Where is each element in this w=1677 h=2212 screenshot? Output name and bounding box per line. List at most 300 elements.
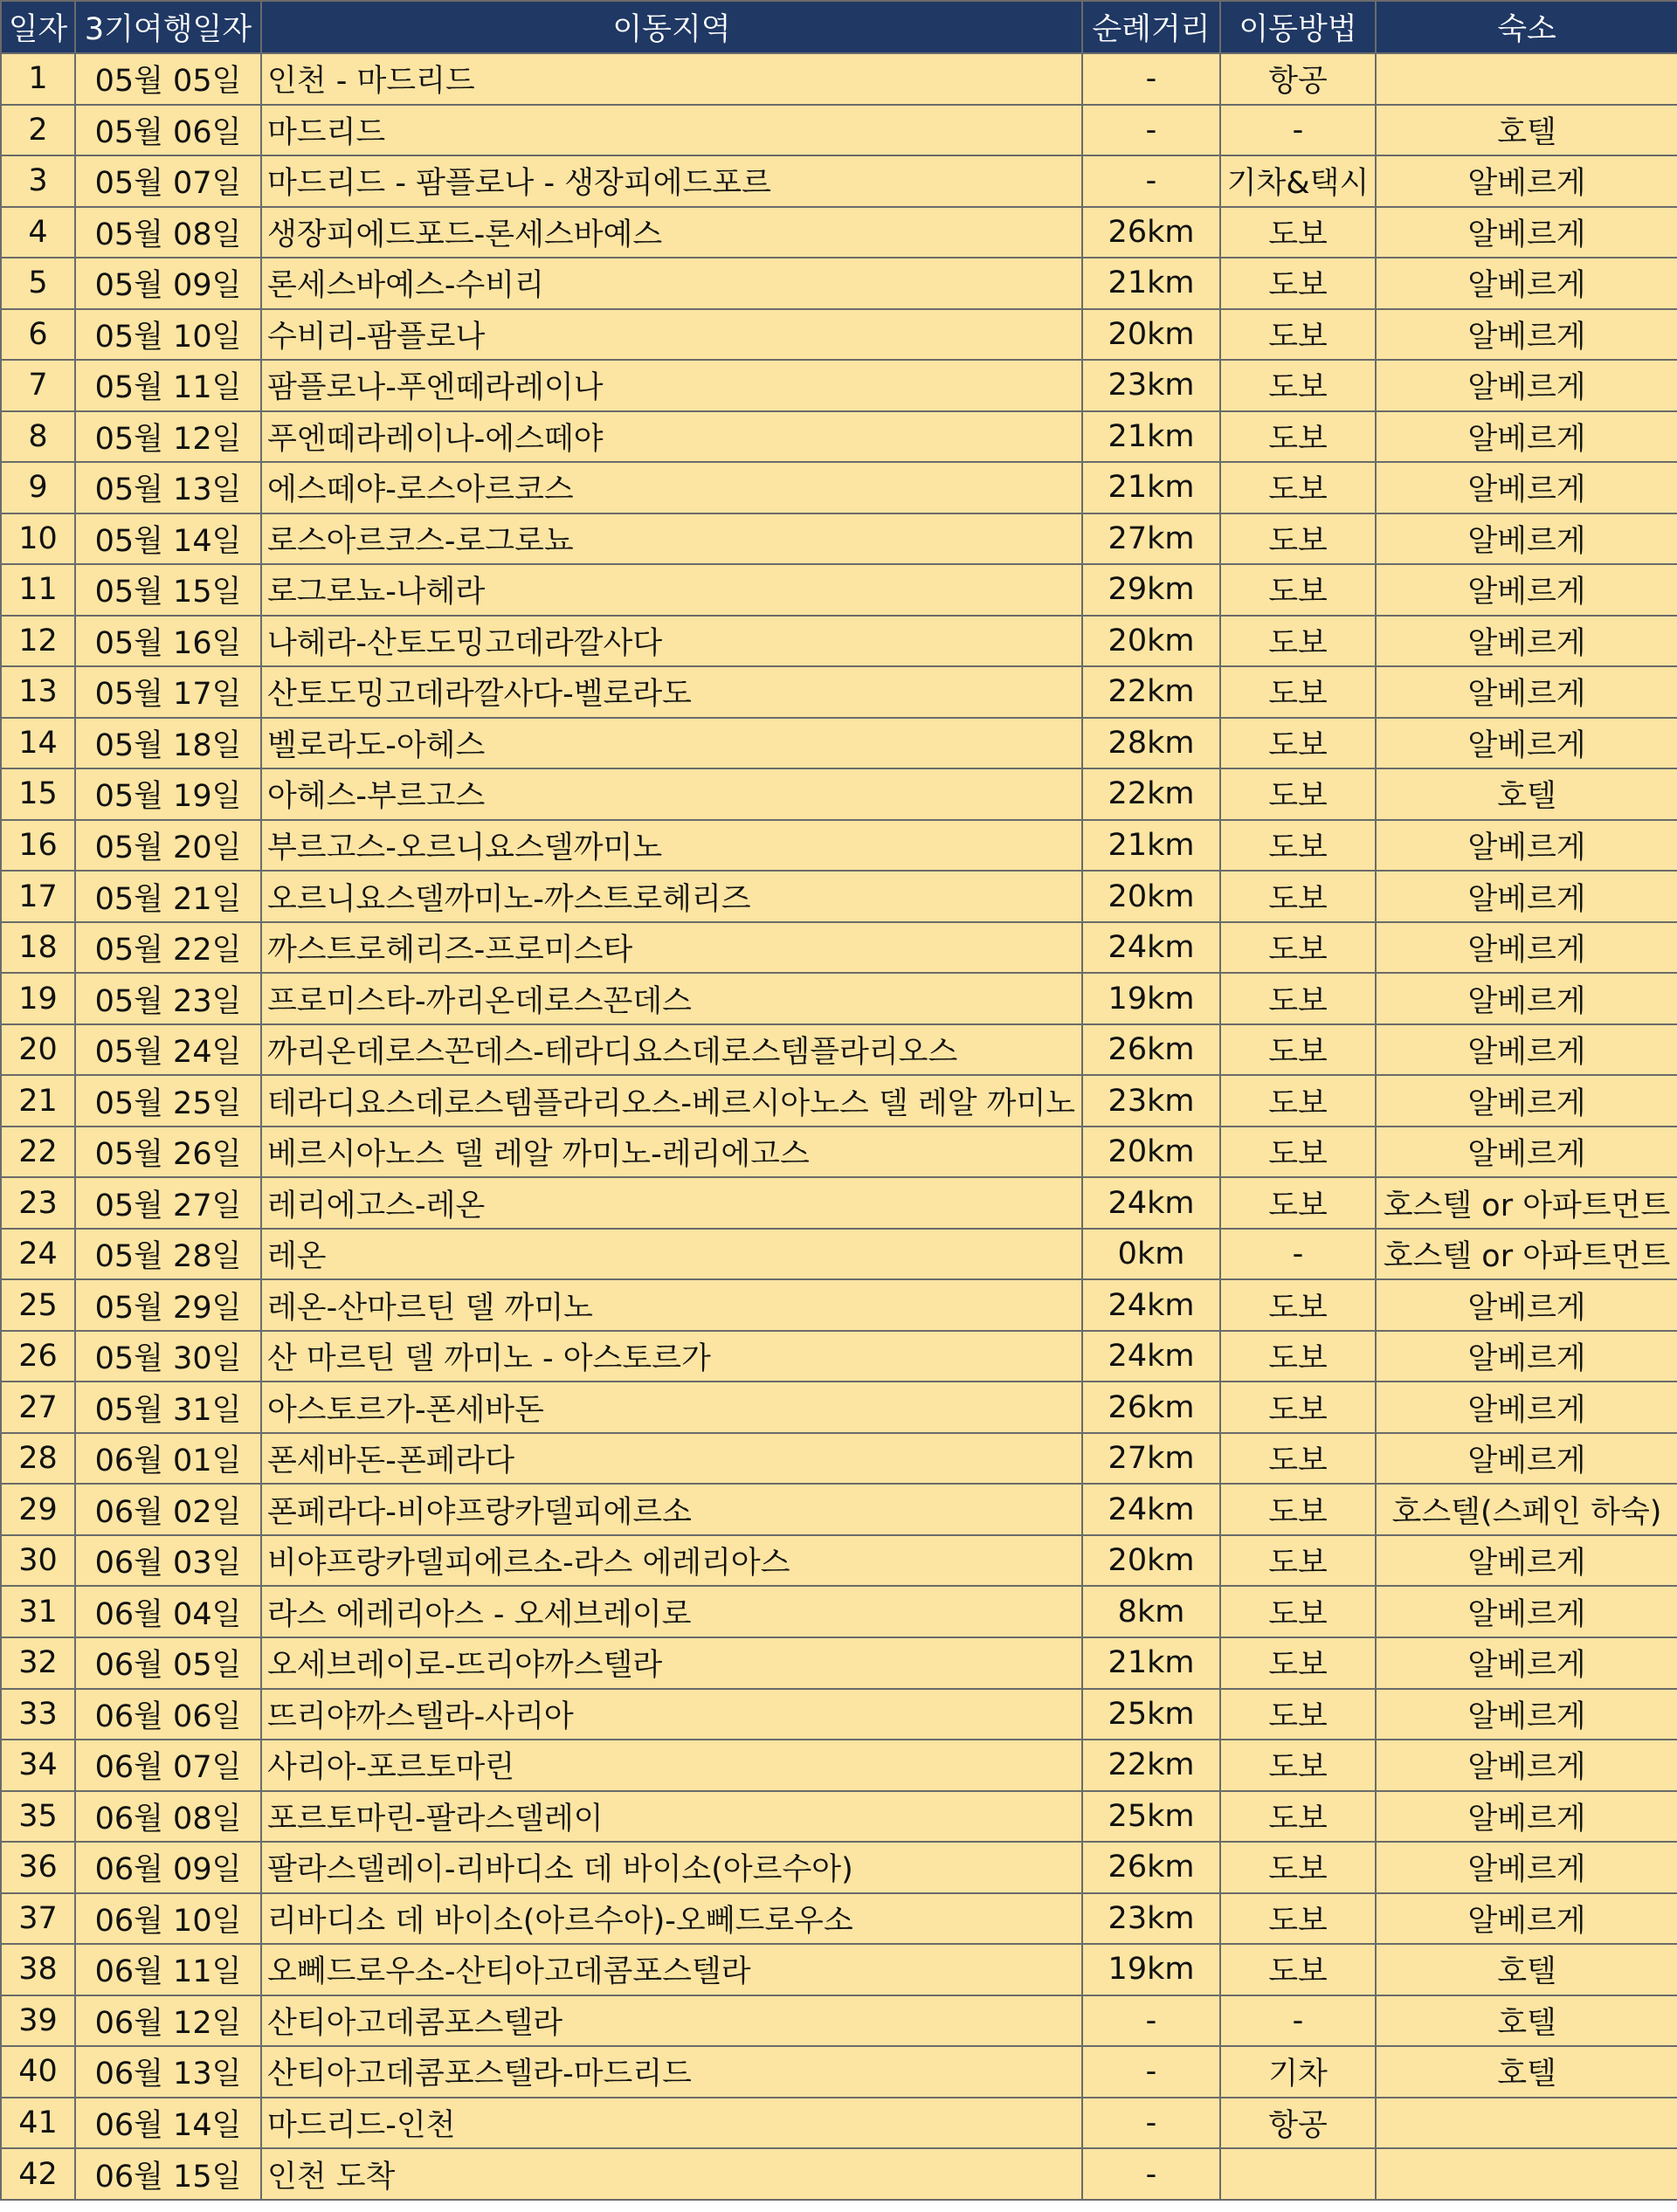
- day-cell: 33: [1, 1689, 75, 1740]
- lodging-cell: [1376, 2098, 1677, 2149]
- route-cell: 오세브레이로-뜨리야까스텔라: [261, 1637, 1082, 1689]
- distance-cell: 24km: [1082, 1331, 1220, 1382]
- lodging-cell: 알베르게: [1376, 309, 1677, 361]
- route-cell: 까스트로헤리즈-프로미스타: [261, 922, 1082, 974]
- date-cell: 06월 11일: [75, 1944, 261, 1995]
- distance-cell: 25km: [1082, 1791, 1220, 1843]
- route-cell: 마드리드-인천: [261, 2098, 1082, 2149]
- table-row: [1, 616, 1677, 667]
- table-row: [1, 2148, 1677, 2200]
- transport-cell: 도보: [1220, 1535, 1376, 1587]
- day-cell: 25: [1, 1279, 75, 1331]
- route-cell: 나헤라-산토도밍고데라깔사다: [261, 616, 1082, 667]
- header-route: 이동지역: [261, 1, 1082, 53]
- transport-cell: 도보: [1220, 768, 1376, 820]
- date-cell: 05월 09일: [75, 258, 261, 309]
- route-cell: 마드리드: [261, 105, 1082, 156]
- table-row: [1, 2046, 1677, 2098]
- lodging-cell: 알베르게: [1376, 462, 1677, 513]
- lodging-cell: 알베르게: [1376, 1586, 1677, 1637]
- day-cell: 11: [1, 564, 75, 616]
- date-cell: 05월 06일: [75, 105, 261, 156]
- route-cell: 레온: [261, 1229, 1082, 1280]
- lodging-cell: 알베르게: [1376, 871, 1677, 922]
- day-cell: 3: [1, 155, 75, 207]
- date-cell: 05월 29일: [75, 1279, 261, 1331]
- distance-cell: 24km: [1082, 1279, 1220, 1331]
- lodging-cell: 알베르게: [1376, 1893, 1677, 1945]
- date-cell: 06월 02일: [75, 1484, 261, 1535]
- lodging-cell: 알베르게: [1376, 718, 1677, 769]
- lodging-cell: [1376, 53, 1677, 105]
- route-cell: 비야프랑카델피에르소-라스 에레리아스: [261, 1535, 1082, 1587]
- day-cell: 28: [1, 1433, 75, 1485]
- distance-cell: 28km: [1082, 718, 1220, 769]
- header-day: 일자: [1, 1, 75, 53]
- distance-cell: 20km: [1082, 871, 1220, 922]
- lodging-cell: 알베르게: [1376, 1535, 1677, 1587]
- distance-cell: 20km: [1082, 309, 1220, 361]
- table-row: [1, 1586, 1677, 1637]
- lodging-cell: 호스텔 or 아파트먼트: [1376, 1177, 1677, 1229]
- header-travel-date: 3기여행일자: [75, 1, 261, 53]
- route-cell: 푸엔떼라레이나-에스떼야: [261, 411, 1082, 463]
- transport-cell: 도보: [1220, 411, 1376, 463]
- route-cell: 인천 도착: [261, 2148, 1082, 2200]
- transport-cell: 도보: [1220, 1689, 1376, 1740]
- table-row: [1, 1484, 1677, 1535]
- route-cell: 수비리-팜플로나: [261, 309, 1082, 361]
- route-cell: 폰페라다-비야프랑카델피에르소: [261, 1484, 1082, 1535]
- table-row: [1, 309, 1677, 361]
- transport-cell: 도보: [1220, 462, 1376, 513]
- route-cell: 라스 에레리아스 - 오세브레이로: [261, 1586, 1082, 1637]
- table-row: [1, 1740, 1677, 1791]
- lodging-cell: 알베르게: [1376, 922, 1677, 974]
- distance-cell: 21km: [1082, 258, 1220, 309]
- lodging-cell: [1376, 2148, 1677, 2200]
- day-cell: 27: [1, 1382, 75, 1433]
- date-cell: 06월 03일: [75, 1535, 261, 1587]
- distance-cell: 25km: [1082, 1689, 1220, 1740]
- day-cell: 39: [1, 1995, 75, 2047]
- day-cell: 32: [1, 1637, 75, 1689]
- transport-cell: 도보: [1220, 973, 1376, 1024]
- route-cell: 에스떼야-로스아르코스: [261, 462, 1082, 513]
- table-row: [1, 155, 1677, 207]
- date-cell: 05월 20일: [75, 820, 261, 872]
- date-cell: 05월 12일: [75, 411, 261, 463]
- date-cell: 05월 16일: [75, 616, 261, 667]
- transport-cell: 도보: [1220, 1791, 1376, 1843]
- date-cell: 05월 19일: [75, 768, 261, 820]
- date-cell: 06월 01일: [75, 1433, 261, 1485]
- lodging-cell: 알베르게: [1376, 564, 1677, 616]
- date-cell: 05월 26일: [75, 1127, 261, 1178]
- route-cell: 까리온데로스꼰데스-테라디요스데로스템플라리오스: [261, 1024, 1082, 1076]
- distance-cell: 22km: [1082, 666, 1220, 718]
- day-cell: 10: [1, 513, 75, 565]
- route-cell: 산티아고데콤포스텔라-마드리드: [261, 2046, 1082, 2098]
- lodging-cell: 호스텔 or 아파트먼트: [1376, 1229, 1677, 1280]
- transport-cell: 도보: [1220, 360, 1376, 411]
- table-row: [1, 718, 1677, 769]
- header-distance: 순례거리: [1082, 1, 1220, 53]
- table-row: [1, 1842, 1677, 1893]
- table-row: [1, 1535, 1677, 1587]
- distance-cell: 20km: [1082, 1127, 1220, 1178]
- date-cell: 05월 08일: [75, 207, 261, 258]
- lodging-cell: 알베르게: [1376, 820, 1677, 872]
- route-cell: 인천 - 마드리드: [261, 53, 1082, 105]
- lodging-cell: 알베르게: [1376, 1279, 1677, 1331]
- day-cell: 36: [1, 1842, 75, 1893]
- date-cell: 05월 07일: [75, 155, 261, 207]
- lodging-cell: 알베르게: [1376, 973, 1677, 1024]
- date-cell: 05월 14일: [75, 513, 261, 565]
- day-cell: 16: [1, 820, 75, 872]
- lodging-cell: 알베르게: [1376, 1433, 1677, 1485]
- distance-cell: 24km: [1082, 922, 1220, 974]
- day-cell: 8: [1, 411, 75, 463]
- transport-cell: 도보: [1220, 1484, 1376, 1535]
- distance-cell: -: [1082, 1995, 1220, 2047]
- route-cell: 부르고스-오르니요스델까미노: [261, 820, 1082, 872]
- transport-cell: 기차&택시: [1220, 155, 1376, 207]
- table-row: [1, 1944, 1677, 1995]
- route-cell: 로그로뇨-나헤라: [261, 564, 1082, 616]
- lodging-cell: 알베르게: [1376, 1382, 1677, 1433]
- table-row: [1, 2098, 1677, 2149]
- distance-cell: -: [1082, 155, 1220, 207]
- table-row: [1, 207, 1677, 258]
- date-cell: 05월 21일: [75, 871, 261, 922]
- day-cell: 35: [1, 1791, 75, 1843]
- distance-cell: 21km: [1082, 820, 1220, 872]
- date-cell: 05월 11일: [75, 360, 261, 411]
- date-cell: 06월 06일: [75, 1689, 261, 1740]
- route-cell: 레온-산마르틴 델 까미노: [261, 1279, 1082, 1331]
- day-cell: 31: [1, 1586, 75, 1637]
- distance-cell: 20km: [1082, 616, 1220, 667]
- date-cell: 05월 27일: [75, 1177, 261, 1229]
- transport-cell: 도보: [1220, 1842, 1376, 1893]
- date-cell: 06월 05일: [75, 1637, 261, 1689]
- transport-cell: 도보: [1220, 1177, 1376, 1229]
- transport-cell: 도보: [1220, 1075, 1376, 1127]
- transport-cell: 도보: [1220, 1586, 1376, 1637]
- distance-cell: -: [1082, 2046, 1220, 2098]
- day-cell: 20: [1, 1024, 75, 1076]
- day-cell: 7: [1, 360, 75, 411]
- lodging-cell: 알베르게: [1376, 155, 1677, 207]
- header-row: [1, 1, 1677, 53]
- lodging-cell: 호텔: [1376, 1944, 1677, 1995]
- date-cell: 06월 08일: [75, 1791, 261, 1843]
- table-row: [1, 1637, 1677, 1689]
- table-row: [1, 1024, 1677, 1076]
- distance-cell: 0km: [1082, 1229, 1220, 1280]
- day-cell: 1: [1, 53, 75, 105]
- lodging-cell: 알베르게: [1376, 1331, 1677, 1382]
- route-cell: 뜨리야까스텔라-사리아: [261, 1689, 1082, 1740]
- table-row: [1, 768, 1677, 820]
- route-cell: 산티아고데콤포스텔라: [261, 1995, 1082, 2047]
- day-cell: 34: [1, 1740, 75, 1791]
- transport-cell: 도보: [1220, 871, 1376, 922]
- lodging-cell: 알베르게: [1376, 1637, 1677, 1689]
- day-cell: 40: [1, 2046, 75, 2098]
- day-cell: 14: [1, 718, 75, 769]
- table-row: [1, 1689, 1677, 1740]
- route-cell: 생장피에드포드-론세스바예스: [261, 207, 1082, 258]
- distance-cell: 23km: [1082, 1075, 1220, 1127]
- day-cell: 37: [1, 1893, 75, 1945]
- lodging-cell: 알베르게: [1376, 1740, 1677, 1791]
- route-cell: 사리아-포르토마린: [261, 1740, 1082, 1791]
- route-cell: 아헤스-부르고스: [261, 768, 1082, 820]
- lodging-cell: 알베르게: [1376, 207, 1677, 258]
- distance-cell: 21km: [1082, 462, 1220, 513]
- table-row: [1, 564, 1677, 616]
- table-row: [1, 1177, 1677, 1229]
- lodging-cell: 알베르게: [1376, 1842, 1677, 1893]
- route-cell: 벨로라도-아헤스: [261, 718, 1082, 769]
- route-cell: 테라디요스데로스템플라리오스-베르시아노스 델 레알 까미노: [261, 1075, 1082, 1127]
- table-row: [1, 1995, 1677, 2047]
- table-row: [1, 1382, 1677, 1433]
- lodging-cell: 호텔: [1376, 2046, 1677, 2098]
- route-cell: 프로미스타-까리온데로스꼰데스: [261, 973, 1082, 1024]
- transport-cell: 도보: [1220, 309, 1376, 361]
- lodging-cell: 호텔: [1376, 105, 1677, 156]
- day-cell: 18: [1, 922, 75, 974]
- distance-cell: 26km: [1082, 207, 1220, 258]
- transport-cell: 항공: [1220, 53, 1376, 105]
- table-row: [1, 1791, 1677, 1843]
- table-row: [1, 666, 1677, 718]
- day-cell: 9: [1, 462, 75, 513]
- distance-cell: 26km: [1082, 1024, 1220, 1076]
- day-cell: 13: [1, 666, 75, 718]
- distance-cell: 22km: [1082, 1740, 1220, 1791]
- date-cell: 05월 10일: [75, 309, 261, 361]
- date-cell: 06월 12일: [75, 1995, 261, 2047]
- date-cell: 06월 09일: [75, 1842, 261, 1893]
- transport-cell: 도보: [1220, 718, 1376, 769]
- day-cell: 42: [1, 2148, 75, 2200]
- day-cell: 23: [1, 1177, 75, 1229]
- distance-cell: -: [1082, 2148, 1220, 2200]
- table-row: [1, 360, 1677, 411]
- lodging-cell: 알베르게: [1376, 1791, 1677, 1843]
- table-row: [1, 462, 1677, 513]
- table-row: [1, 871, 1677, 922]
- table-row: [1, 820, 1677, 872]
- day-cell: 26: [1, 1331, 75, 1382]
- date-cell: 05월 30일: [75, 1331, 261, 1382]
- distance-cell: 26km: [1082, 1382, 1220, 1433]
- day-cell: 21: [1, 1075, 75, 1127]
- table-row: [1, 922, 1677, 974]
- distance-cell: 23km: [1082, 360, 1220, 411]
- table-row: [1, 1893, 1677, 1945]
- route-cell: 포르토마린-팔라스델레이: [261, 1791, 1082, 1843]
- route-cell: 오뻬드로우소-산티아고데콤포스텔라: [261, 1944, 1082, 1995]
- distance-cell: 8km: [1082, 1586, 1220, 1637]
- table-row: [1, 1075, 1677, 1127]
- lodging-cell: 알베르게: [1376, 1075, 1677, 1127]
- distance-cell: 19km: [1082, 973, 1220, 1024]
- distance-cell: 20km: [1082, 1535, 1220, 1587]
- lodging-cell: 알베르게: [1376, 666, 1677, 718]
- day-cell: 15: [1, 768, 75, 820]
- route-cell: 마드리드 - 팜플로나 - 생장피에드포르: [261, 155, 1082, 207]
- transport-cell: 도보: [1220, 820, 1376, 872]
- transport-cell: 도보: [1220, 666, 1376, 718]
- lodging-cell: 알베르게: [1376, 1024, 1677, 1076]
- lodging-cell: 호스텔(스페인 하숙): [1376, 1484, 1677, 1535]
- table-row: [1, 53, 1677, 105]
- day-cell: 2: [1, 105, 75, 156]
- day-cell: 12: [1, 616, 75, 667]
- transport-cell: 도보: [1220, 1127, 1376, 1178]
- transport-cell: 도보: [1220, 1331, 1376, 1382]
- distance-cell: 21km: [1082, 411, 1220, 463]
- date-cell: 05월 28일: [75, 1229, 261, 1280]
- transport-cell: 도보: [1220, 258, 1376, 309]
- day-cell: 30: [1, 1535, 75, 1587]
- table-row: [1, 1433, 1677, 1485]
- distance-cell: 24km: [1082, 1177, 1220, 1229]
- transport-cell: 도보: [1220, 1893, 1376, 1945]
- date-cell: 05월 31일: [75, 1382, 261, 1433]
- table-row: [1, 513, 1677, 565]
- transport-cell: 항공: [1220, 2098, 1376, 2149]
- date-cell: 06월 15일: [75, 2148, 261, 2200]
- route-cell: 론세스바예스-수비리: [261, 258, 1082, 309]
- route-cell: 산 마르틴 델 까미노 - 아스토르가: [261, 1331, 1082, 1382]
- day-cell: 19: [1, 973, 75, 1024]
- route-cell: 산토도밍고데라깔사다-벨로라도: [261, 666, 1082, 718]
- route-cell: 아스토르가-폰세바돈: [261, 1382, 1082, 1433]
- day-cell: 4: [1, 207, 75, 258]
- date-cell: 05월 24일: [75, 1024, 261, 1076]
- date-cell: 05월 17일: [75, 666, 261, 718]
- date-cell: 05월 18일: [75, 718, 261, 769]
- date-cell: 05월 15일: [75, 564, 261, 616]
- distance-cell: -: [1082, 53, 1220, 105]
- table-row: [1, 1127, 1677, 1178]
- lodging-cell: 호텔: [1376, 1995, 1677, 2047]
- transport-cell: -: [1220, 105, 1376, 156]
- table-row: [1, 1331, 1677, 1382]
- day-cell: 29: [1, 1484, 75, 1535]
- day-cell: 38: [1, 1944, 75, 1995]
- day-cell: 24: [1, 1229, 75, 1280]
- header-transport: 이동방법: [1220, 1, 1376, 53]
- date-cell: 06월 04일: [75, 1586, 261, 1637]
- lodging-cell: 알베르게: [1376, 360, 1677, 411]
- day-cell: 5: [1, 258, 75, 309]
- lodging-cell: 알베르게: [1376, 616, 1677, 667]
- route-cell: 폰세바돈-폰페라다: [261, 1433, 1082, 1485]
- route-cell: 팔라스델레이-리바디소 데 바이소(아르수아): [261, 1842, 1082, 1893]
- route-cell: 리바디소 데 바이소(아르수아)-오뻬드로우소: [261, 1893, 1082, 1945]
- lodging-cell: 호텔: [1376, 768, 1677, 820]
- lodging-cell: 알베르게: [1376, 513, 1677, 565]
- day-cell: 6: [1, 309, 75, 361]
- lodging-cell: 알베르게: [1376, 411, 1677, 463]
- transport-cell: [1220, 2148, 1376, 2200]
- transport-cell: 도보: [1220, 1944, 1376, 1995]
- transport-cell: 도보: [1220, 513, 1376, 565]
- distance-cell: 26km: [1082, 1842, 1220, 1893]
- transport-cell: 기차: [1220, 2046, 1376, 2098]
- transport-cell: 도보: [1220, 922, 1376, 974]
- transport-cell: 도보: [1220, 1740, 1376, 1791]
- transport-cell: 도보: [1220, 564, 1376, 616]
- table-row: [1, 1229, 1677, 1280]
- day-cell: 41: [1, 2098, 75, 2149]
- table-row: [1, 105, 1677, 156]
- transport-cell: 도보: [1220, 1433, 1376, 1485]
- date-cell: 05월 13일: [75, 462, 261, 513]
- transport-cell: 도보: [1220, 1382, 1376, 1433]
- transport-cell: -: [1220, 1229, 1376, 1280]
- distance-cell: 29km: [1082, 564, 1220, 616]
- table-row: [1, 973, 1677, 1024]
- date-cell: 06월 13일: [75, 2046, 261, 2098]
- lodging-cell: 알베르게: [1376, 1127, 1677, 1178]
- date-cell: 06월 10일: [75, 1893, 261, 1945]
- route-cell: 팜플로나-푸엔떼라레이나: [261, 360, 1082, 411]
- date-cell: 05월 25일: [75, 1075, 261, 1127]
- route-cell: 레리에고스-레온: [261, 1177, 1082, 1229]
- lodging-cell: 알베르게: [1376, 1689, 1677, 1740]
- transport-cell: 도보: [1220, 616, 1376, 667]
- distance-cell: 27km: [1082, 513, 1220, 565]
- date-cell: 05월 22일: [75, 922, 261, 974]
- day-cell: 22: [1, 1127, 75, 1178]
- date-cell: 05월 23일: [75, 973, 261, 1024]
- transport-cell: 도보: [1220, 1024, 1376, 1076]
- transport-cell: 도보: [1220, 1279, 1376, 1331]
- distance-cell: 24km: [1082, 1484, 1220, 1535]
- distance-cell: -: [1082, 2098, 1220, 2149]
- distance-cell: 23km: [1082, 1893, 1220, 1945]
- table-row: [1, 258, 1677, 309]
- distance-cell: 21km: [1082, 1637, 1220, 1689]
- route-cell: 로스아르코스-로그로뇨: [261, 513, 1082, 565]
- table-row: [1, 411, 1677, 463]
- table-row: [1, 1279, 1677, 1331]
- date-cell: 06월 07일: [75, 1740, 261, 1791]
- route-cell: 베르시아노스 델 레알 까미노-레리에고스: [261, 1127, 1082, 1178]
- lodging-cell: 알베르게: [1376, 258, 1677, 309]
- route-cell: 오르니요스델까미노-까스트로헤리즈: [261, 871, 1082, 922]
- distance-cell: 22km: [1082, 768, 1220, 820]
- distance-cell: 27km: [1082, 1433, 1220, 1485]
- day-cell: 17: [1, 871, 75, 922]
- distance-cell: -: [1082, 105, 1220, 156]
- header-lodging: 숙소: [1376, 1, 1677, 53]
- date-cell: 06월 14일: [75, 2098, 261, 2149]
- distance-cell: 19km: [1082, 1944, 1220, 1995]
- transport-cell: 도보: [1220, 207, 1376, 258]
- date-cell: 05월 05일: [75, 53, 261, 105]
- transport-cell: 도보: [1220, 1637, 1376, 1689]
